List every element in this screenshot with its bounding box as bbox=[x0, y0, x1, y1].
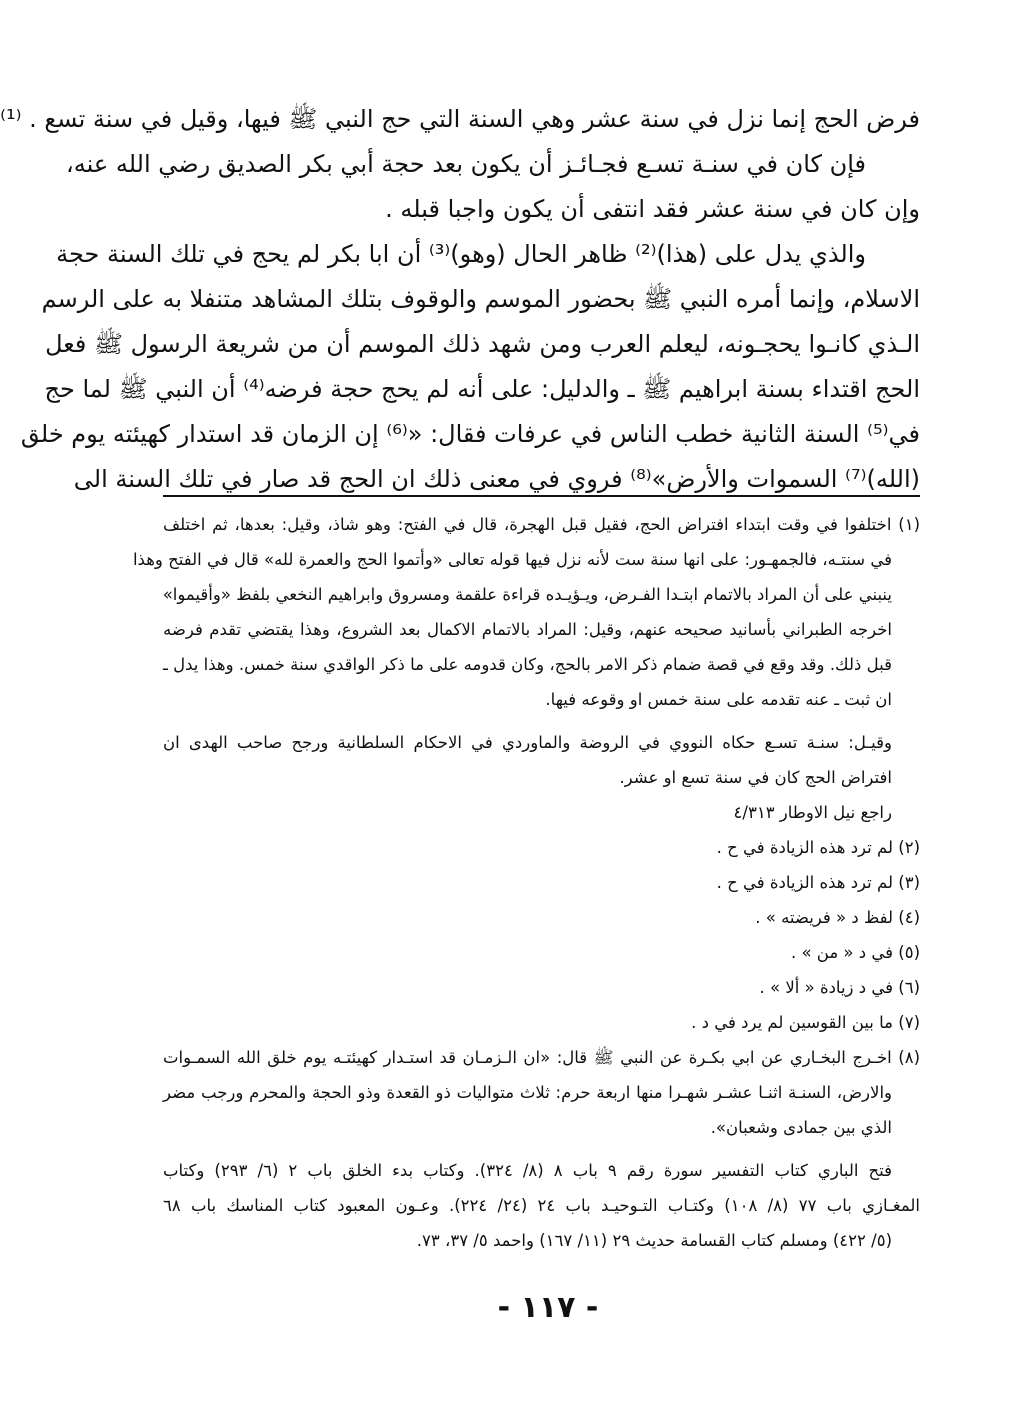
footnote-1-reference: راجع نيل الاوطار ٤/٣١٣ bbox=[733, 803, 892, 822]
footnote-8-line: والارض، السنـة اثنـا عشـر شهـرا منها اربعة حرم: ثلاث متواليات ذو القعدة وذو الحجة والمحرم ورجب مضر bbox=[163, 1083, 892, 1102]
main-text-line: فرض الحج إنما نزل في سنة عشر وهي السنة التي حج النبي ﷺ فيها، وقيل في سنة تسع . ⁽¹⁾ bbox=[0, 105, 920, 133]
footnote-8-reference-line: (٥/ ٤٢٢) ومسلم كتاب القسامة حديث ٢٩ (١١/ ١٦٧) واحمد ٥/ ٣٧، ٧٣. bbox=[416, 1231, 892, 1250]
footnote-1-line: (١) اختلفوا في وقت ابتداء افتراض الحج، فقيل قبل الهجرة، قال في الفتح: وهو شاذ، وقيل: بعدها، ثم اختلف bbox=[163, 515, 920, 534]
footnote-1-line: قبل ذلك. وقد وقع في قصة ضمام ذكر الامر بالحج، وكان قدومه على ما ذكر الواقدي سنة خمس. وهذا يدل ـ bbox=[163, 655, 892, 674]
main-text-line: الـذي كانـوا يحجـونه، ليعلم العرب ومن شهد ذلك الموسم أن من شريعة الرسول ﷺ فعل bbox=[45, 330, 920, 358]
footnote-1-alt-line: افتراض الحج كان في سنة تسع او عشر. bbox=[619, 768, 892, 787]
footnote-separator bbox=[163, 495, 920, 497]
footnote-6: (٦) في د زيادة « ألا » . bbox=[759, 978, 920, 997]
main-text-line: فإن كان في سنـة تسـع فجـائـز أن يكون بعد حجة أبي بكر الصديق رضي الله عنه، bbox=[66, 150, 866, 178]
footnotes-block bbox=[132, 507, 920, 1258]
footnote-1-line: في سنتـه، فالجمهـور: على انها سنة ست لأنه نزل فيها قوله تعالى «وأتموا الحج والعمرة لله» قال في الفتح وهذا bbox=[132, 550, 892, 569]
footnote-8-reference-line: فتح الباري كتاب التفسير سورة رقم ٩ باب ٨ (٨/ ٣٢٤). وكتاب بدء الخلق باب ٢ (٦/ ٢٩٣) وكتاب bbox=[163, 1161, 892, 1180]
main-text-line: (الله)⁽⁷⁾ السموات والأرض»⁽⁸⁾ فروي في معنى ذلك ان الحج قد صار في تلك السنة الى bbox=[73, 465, 920, 493]
footnote-7: (٧) ما بين القوسين لم يرد في د . bbox=[691, 1013, 920, 1032]
page-number: - ١١٧ - bbox=[497, 1290, 599, 1325]
footnote-4: (٤) لفظ د « فريضته » . bbox=[755, 908, 920, 927]
main-text-block bbox=[0, 97, 920, 502]
footnote-8-reference-line: المغـازي باب ٧٧ (٨/ ١٠٨) وكتـاب التـوحيـد باب ٢٤ (٢٤/ ٢٢٤). وعـون المعبود كتاب المناسك باب ٦٨ bbox=[163, 1196, 920, 1215]
main-text-line: الحج اقتداء بسنة ابراهيم ﷺ ـ والدليل: على أنه لم يحج حجة فرضه⁽⁴⁾ أن النبي ﷺ لما حج bbox=[44, 375, 920, 403]
footnote-8-line: الذي بين جمادى وشعبان». bbox=[710, 1118, 892, 1137]
footnote-5: (٥) في د « من » . bbox=[790, 943, 920, 962]
footnote-2: (٢) لم ترد هذه الزيادة في ح . bbox=[716, 838, 920, 857]
footnote-3: (٣) لم ترد هذه الزيادة في ح . bbox=[716, 873, 920, 892]
footnote-8-line: (٨) اخـرج البخـاري عن ابي بكـرة عن النبي ﷺ قال: «ان الـزمـان قد استـدار كهيئتـه يوم خلق الله السمـوات bbox=[163, 1048, 920, 1067]
main-text-line: في⁽⁵⁾ السنة الثانية خطب الناس في عرفات فقال: «⁽⁶⁾ إن الزمان قد استدار كهيئته يوم خلق bbox=[20, 420, 920, 448]
footnote-1-line: ينبني على أن المراد بالاتمام ابتـدا الفـرض، ويـؤيـده قراءة علقمة ومسروق وابراهيم النخعي بلفظ «وأقيموا» bbox=[162, 585, 892, 604]
footnote-1-alt-line: وقيـل: سنـة تسـع حكاه النووي في الروضة والماوردي في الاحكام السلطانية ورجح صاحب الهدى ان bbox=[163, 733, 892, 752]
footnote-1-line: ان ثبت ـ عنه تقدمه على سنة خمس او وقوعه فيها. bbox=[545, 690, 892, 709]
main-text-line: وإن كان في سنة عشر فقد انتفى أن يكون واجبا قبله . bbox=[385, 195, 920, 223]
main-text-line: الاسلام، وإنما أمره النبي ﷺ بحضور الموسم والوقوف بتلك المشاهد متنفلا به على الرسم bbox=[41, 285, 920, 313]
main-text-line: والذي يدل على (هذا)⁽²⁾ ظاهر الحال (وهو)⁽³⁾ أن ابا بكر لم يحج في تلك السنة حجة bbox=[56, 240, 866, 268]
footnote-1-line: اخرجه الطبراني بأسانيد صحيحه عنهم، وقيل: المراد بالاتمام الاكمال بعد الشروع، وهذا يقتضي تقدم فرضه bbox=[163, 620, 892, 639]
